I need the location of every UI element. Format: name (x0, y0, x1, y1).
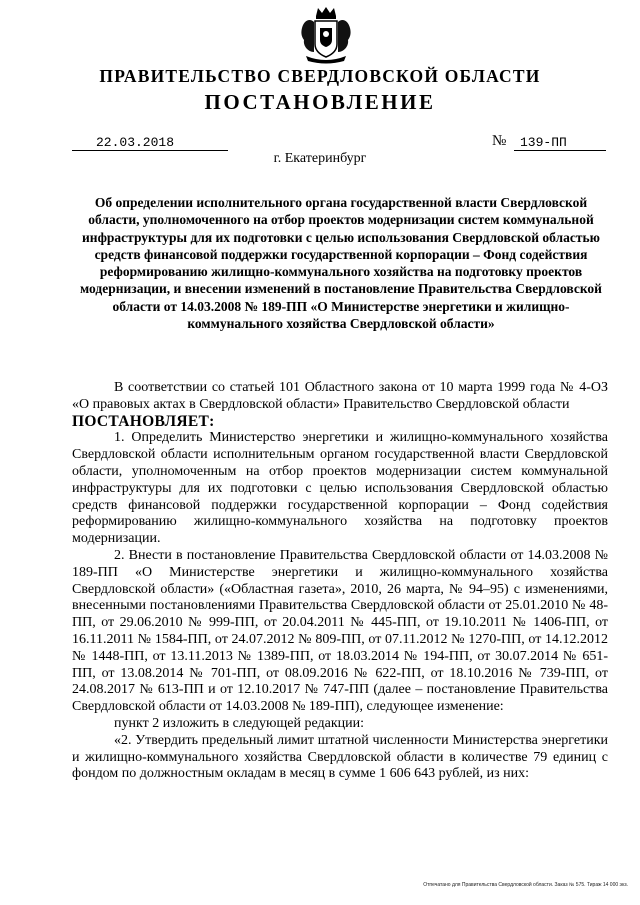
number-sign: № (492, 133, 507, 149)
paragraph-4: «2. Утвердить предельный лимит штатной численности Министерства энергетики и жилищно-коммунального хозяйства Свердловской области в количестве 79 единиц с фондом по должностным окладам в месяц в сумме 1 606 643 рублей, из них: (72, 732, 608, 782)
document-subject: Об определении исполнительного органа государственной власти Свердловской области, уполномоченного на отбор проектов модернизации систем коммунальной инфраструктуры для их подготовки с целью использования Свердловской областью средств финансовой поддержки государственной корпорации – Фонд содействия реформированию жилищно-коммунального хозяйства на подготовку проектов модернизации, и внесении изменений в постановление Правительства Свердловской области от 14.03.2008 № 189-ПП «О Министерстве энергетики и жилищно-коммунального хозяйства Свердловской области» (80, 195, 602, 332)
print-footer: Отпечатано для Правительства Свердловской области. Заказ № 575. Тираж 14 000 экз. (423, 882, 628, 888)
government-title: ПРАВИТЕЛЬСТВО СВЕРДЛОВСКОЙ ОБЛАСТИ (99, 66, 541, 86)
coat-of-arms-icon (298, 6, 354, 66)
document-date: 22.03.2018 (72, 135, 228, 151)
document-type: ПОСТАНОВЛЕНИЕ (204, 90, 436, 114)
paragraph-1: 1. Определить Министерство энергетики и жилищно-коммунального хозяйства Свердловской области исполнительным органом государственной власти Свердловской области, уполномоченным на отбор проектов модернизации систем коммунальной инфраструктуры для их подготовки с целью использования Свердловской областью средств финансовой поддержки государственной корпорации – Фонд содействия реформированию жилищно-коммунального хозяйства на подготовку проектов модернизации. (72, 430, 608, 547)
document-body (72, 380, 608, 783)
paragraph-3: пункт 2 изложить в следующей редакции: (114, 715, 364, 731)
resolves-heading: ПОСТАНОВЛЯЕТ: (72, 412, 215, 430)
paragraph-2: 2. Внести в постановление Правительства Свердловской области от 14.03.2008 № 189-ПП «О Министерстве энергетики и жилищно-коммунального хозяйства Свердловской области» («Областная газета», 2010, 26 марта, № 94–95) с изменениями, внесенными постановлениями Правительства Свердловской области от 25.01.2010 № 48-ПП, от 29.06.2010 № 999-ПП, от 20.04.2011 № 445-ПП, от 19.10.2011 № 1406-ПП, от 16.11.2011 № 1584-ПП, от 24.07.2012 № 809-ПП, от 07.11.2012 № 1270-ПП, от 14.12.2012 № 1448-ПП, от 13.11.2013 № 1389-ПП, от 18.03.2014 № 194-ПП, от 30.07.2014 № 651-ПП, от 13.08.2014 № 701-ПП, от 08.09.2016 № 622-ПП, от 18.10.2016 № 739-ПП, от 24.08.2017 № 613-ПП и от 12.10.2017 № 747-ПП (далее – постановление Правительства Свердловской области от 14.03.2008 № 189-ПП), следующее изменение: (72, 547, 608, 715)
city: г. Екатеринбург (273, 151, 367, 166)
preamble-paragraph: В соответствии со статьей 101 Областного закона от 10 марта 1999 года № 4-ОЗ «О правовых актах в Свердловской области» Правительство Свердловской области (72, 380, 608, 412)
document-number: 139-ПП (514, 135, 606, 151)
